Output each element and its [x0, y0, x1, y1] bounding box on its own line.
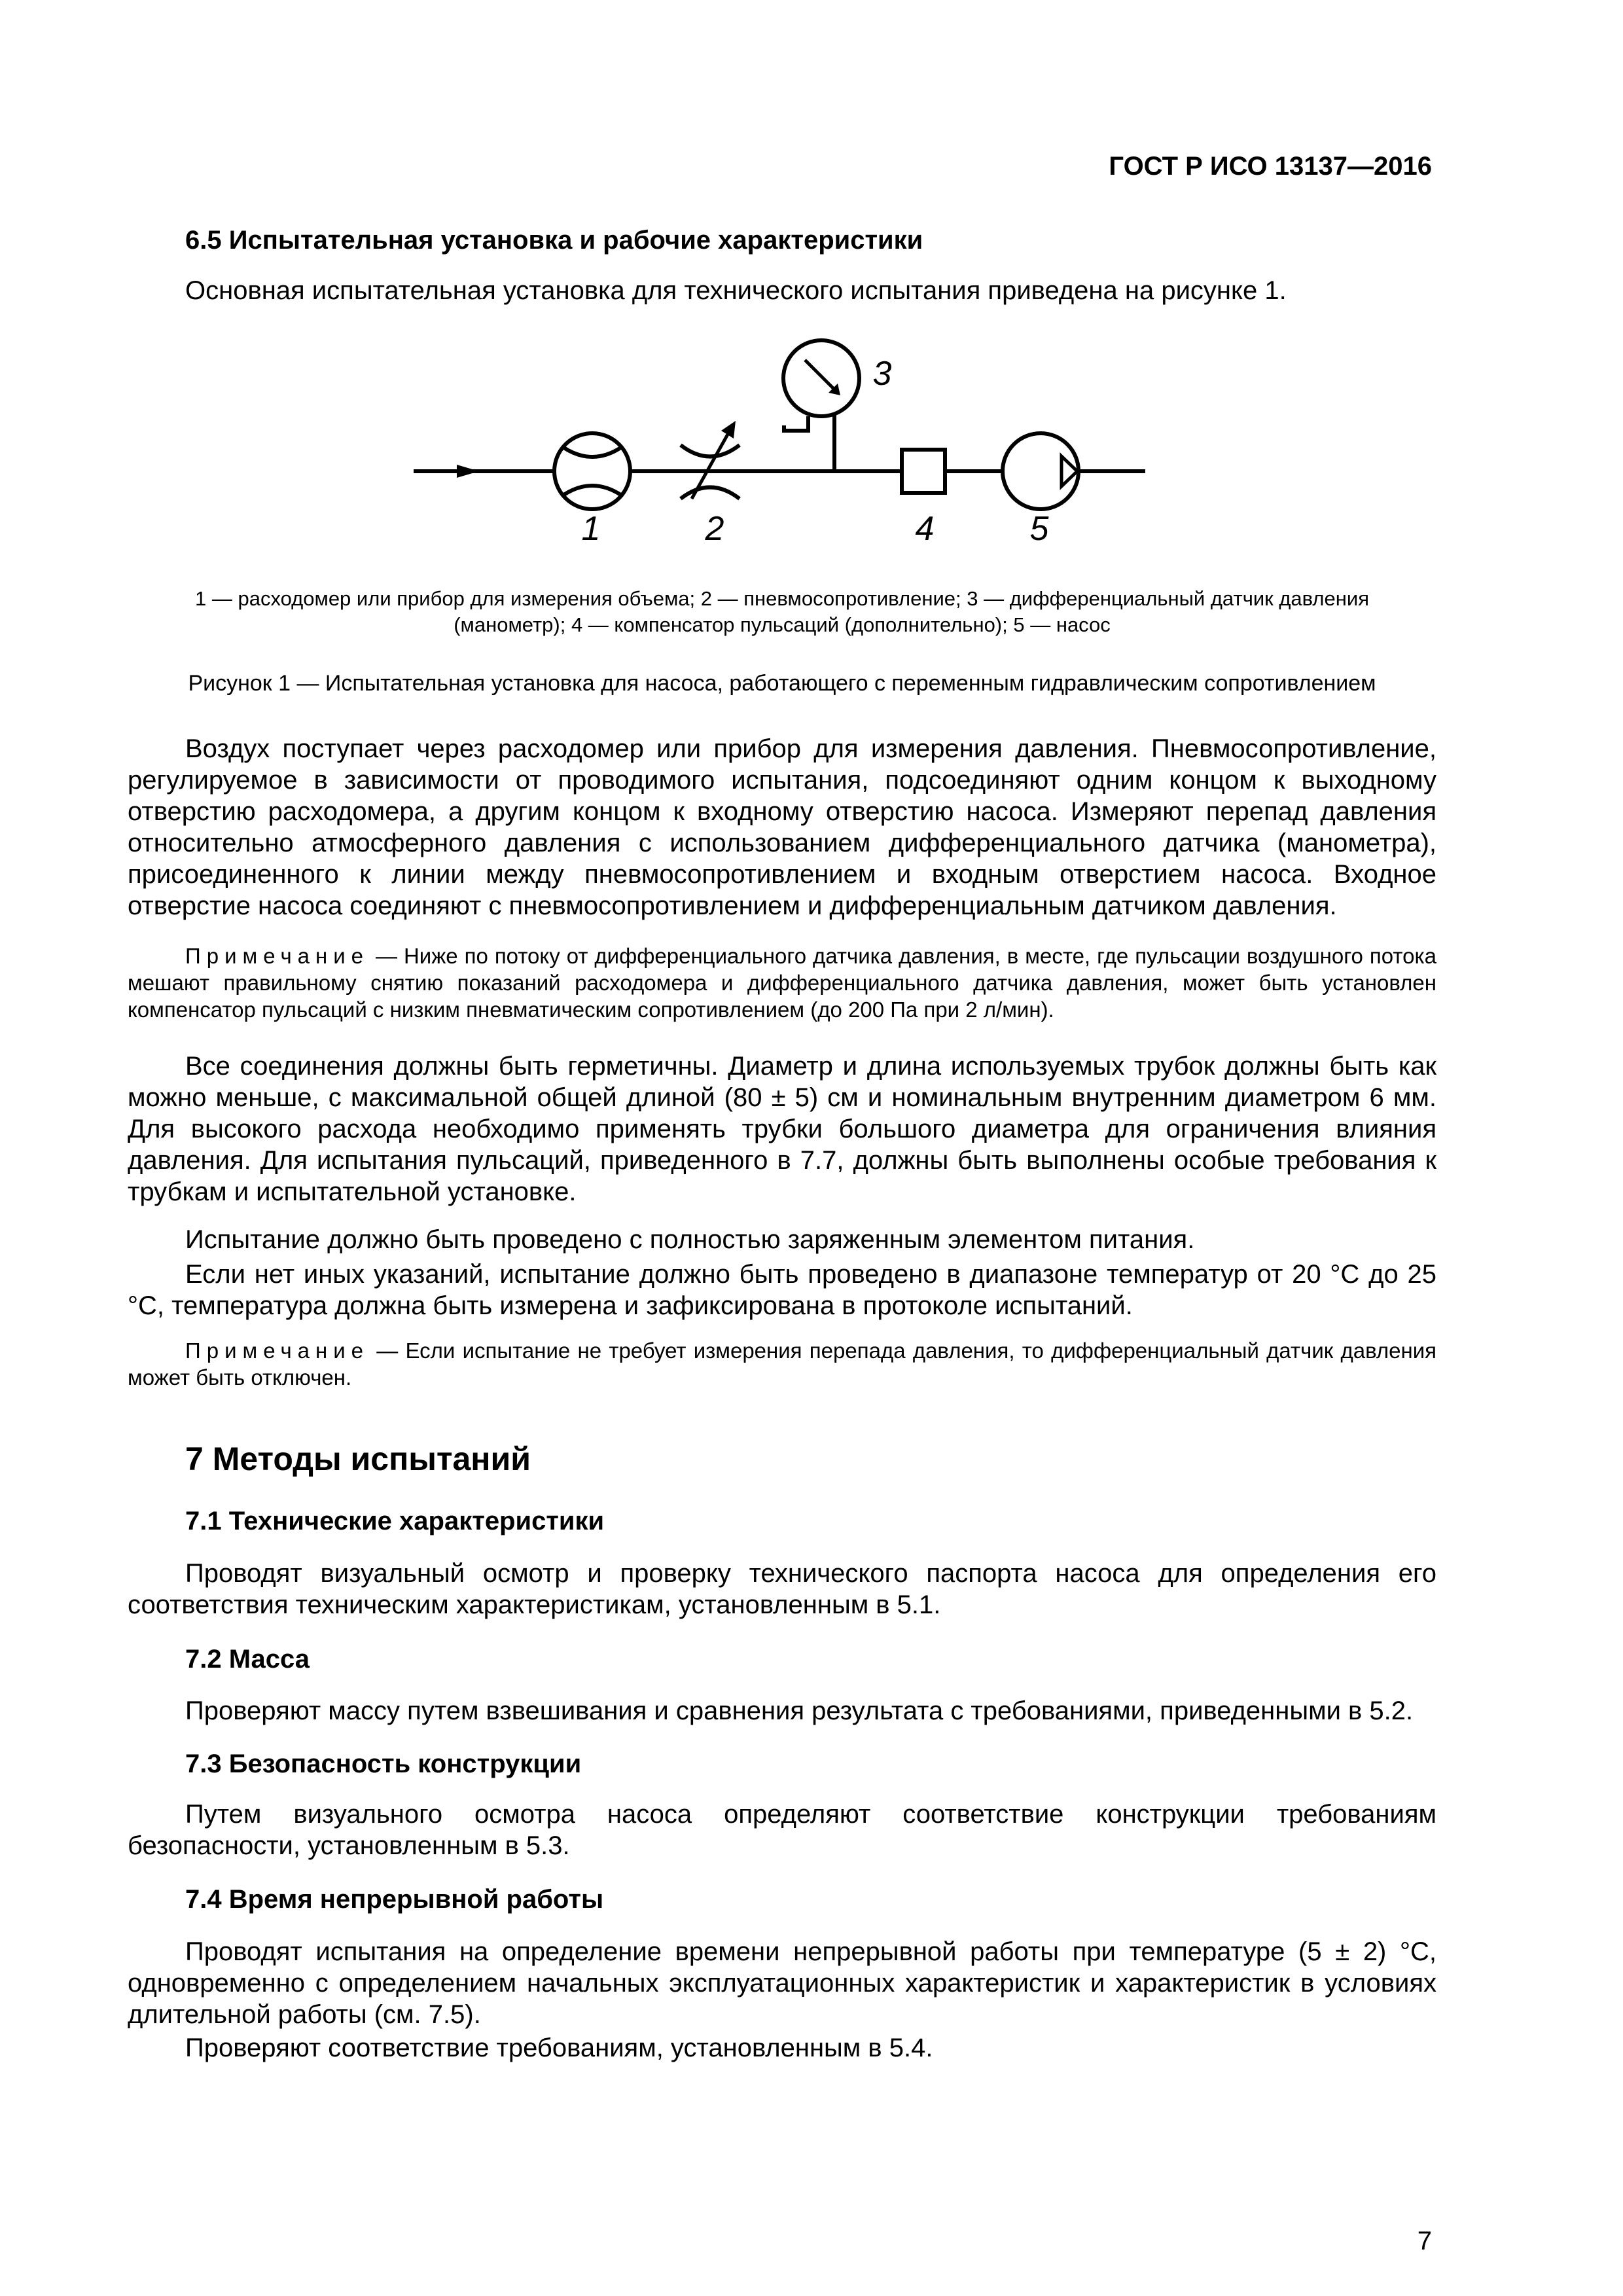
paragraph-air-supply: Воздух поступает через расходомер или прибор для измерения давления. Пневмосопротивление, регулируемое в зависимости от проводимого испытания, подсоединяют одним концом к выходному отверстию расходомера, а другим концом к входному отверстию насоса. Измеряют перепад давления относительно атмосферного давления с использованием дифференциального датчика (манометра), присоединенного к линии между пневмосопротивлением и входным отверстием насоса. Входное отверстие насоса соединяют с пневмосопротивлением и дифференциальным датчиком давления. — [128, 734, 1436, 920]
figure-label-2: 2 — [705, 510, 724, 548]
pump-icon — [1003, 433, 1079, 509]
note-2-label: Примечание — [185, 1338, 370, 1363]
figure-label-1: 1 — [581, 510, 601, 548]
page-number: 7 — [1417, 2227, 1432, 2255]
section-7-4-text-2: Проверяют соответствие требованиям, установленным в 5.4. — [185, 2034, 933, 2062]
section-7-4-heading: 7.4 Время непрерывной работы — [185, 1885, 604, 1914]
note-1-label: Примечание — [185, 944, 370, 968]
section-7-1-text: Проводят визуальный осмотр и проверку технического паспорта насоса для определения его соответствия техническим характеристикам, установленным в 5.1. — [128, 1559, 1436, 1619]
pulsation-compensator-icon — [902, 450, 945, 493]
paragraph-temperature: Если нет иных указаний, испытание должно быть проведено в диапазоне температур от 20 °С до 25 °С, температура должна быть измерена и зафиксирована в протоколе испытаний. — [128, 1260, 1436, 1320]
paragraph-battery: Испытание должно быть проведено с полностью заряженным элементом питания. — [185, 1225, 1195, 1254]
figure-legend-line-2: (манометр); 4 — компенсатор пульсаций (дополнительно); 5 — насос — [454, 613, 1111, 636]
note-1-text: — Ниже по потоку от дифференциального датчика давления, в месте, где пульсации воздушного потока мешают правильному снятию показаний расходомера и дифференциального датчика давления, может быть установлен компенсатор пульсаций с низким пневматическим сопротивлением (до 200 Па при 2 л/мин). — [128, 944, 1436, 1022]
section-7-1-heading: 7.1 Технические характеристики — [185, 1507, 605, 1535]
figure-label-4: 4 — [915, 510, 935, 548]
note-2-text: — Если испытание не требует измерения перепада давления, то дифференциальный датчик давления может быть отключен. — [128, 1338, 1436, 1390]
document-code: ГОСТ Р ИСО 13137—2016 — [1109, 152, 1432, 181]
section-6-5-intro: Основная испытательная установка для технического испытания приведена на рисунке 1. — [185, 276, 1287, 305]
figure-legend-line-1: 1 — расходомер или прибор для измерения объема; 2 — пневмосопротивление; 3 — дифференциальный датчик давления — [195, 587, 1369, 610]
section-7-heading: 7 Методы испытаний — [185, 1441, 531, 1477]
figure-label-3: 3 — [872, 355, 892, 393]
paragraph-connections: Все соединения должны быть герметичны. Диаметр и длина используемых трубок должны быть как можно меньше, с максимальной общей длиной (80 ± 5) см и номинальным внутренним диаметром 6 мм. Для высокого расхода необходимо применять трубки большого диаметра для ограничения влияния давления. Для испытания пульсаций, приведенного в 7.7, должны быть выполнены особые требования к трубкам и испытательной установке. — [128, 1052, 1436, 1206]
section-7-3-text: Путем визуального осмотра насоса определяют соответствие конструкции требованиям безопасности, установленным в 5.3. — [128, 1800, 1436, 1860]
note-1 — [128, 942, 1436, 1023]
test-setup-schematic — [406, 327, 1178, 563]
pressure-gauge-icon — [783, 340, 859, 471]
flowmeter-icon — [554, 433, 630, 509]
throttle-valve-icon — [681, 421, 740, 499]
section-7-4-text: Проводят испытания на определение времени непрерывной работы при температуре (5 ± 2) °С, одновременно с определением начальных эксплуатационных характеристик и характеристик в условиях длительной работы (см. 7.5). — [128, 1937, 1436, 2029]
section-7-2-heading: 7.2 Масса — [185, 1645, 310, 1674]
section-7-3-heading: 7.3 Безопасность конструкции — [185, 1749, 582, 1778]
section-7-2-text: Проверяют массу путем взвешивания и сравнения результата с требованиями, приведенными в 5.2. — [185, 1696, 1414, 1725]
figure-caption: Рисунок 1 — Испытательная установка для насоса, работающего с переменным гидравлическим сопротивлением — [188, 671, 1376, 696]
figure-label-5: 5 — [1029, 510, 1049, 548]
section-6-5-heading: 6.5 Испытательная установка и рабочие характеристики — [185, 226, 923, 255]
inflow-arrow-icon — [457, 465, 479, 478]
note-2 — [128, 1337, 1436, 1391]
